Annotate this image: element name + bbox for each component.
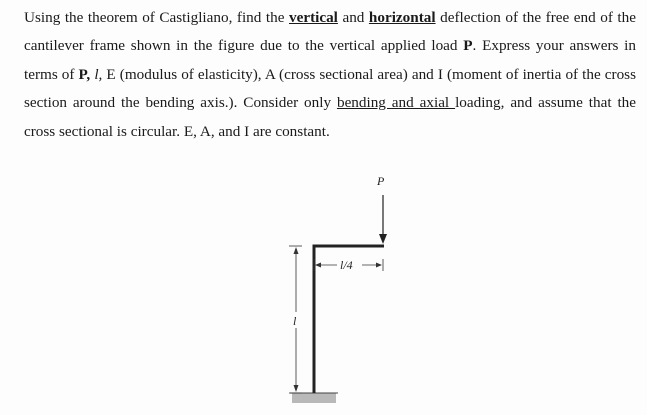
vertical-keyword: vertical xyxy=(289,9,338,26)
load-symbol: P, xyxy=(78,65,91,83)
problem-text: deflection of the free end of the cantilever frame shown in the figure due to the vertical applied load xyxy=(24,9,636,55)
dim-arrow-right xyxy=(376,263,382,268)
vdim-arrow-top xyxy=(294,247,299,254)
problem-text: loading, and assume that the cross sectional is circular. E, A, and I are constant. xyxy=(24,94,636,140)
problem-text: E (modulus of elasticity), A (cross sectional area) and I (moment of inertia of the cross section around the bending axis.). Consider only xyxy=(24,65,637,112)
problem-text: and xyxy=(337,9,369,26)
length-symbol: l, xyxy=(94,65,103,83)
dim-arrow-left xyxy=(315,263,321,268)
horizontal-dim-label: l/4 xyxy=(340,258,353,272)
load-symbol: P xyxy=(463,37,473,55)
horizontal-keyword: horizontal xyxy=(368,9,436,26)
load-label: P xyxy=(377,174,385,188)
problem-text: Using the theorem of Castigliano, find the xyxy=(24,9,289,26)
vdim-arrow-bottom xyxy=(294,385,299,392)
ground-support xyxy=(292,393,336,403)
problem-text: . Express your answers in terms of xyxy=(24,37,636,83)
load-arrowhead xyxy=(379,234,387,244)
vertical-dim-label: l xyxy=(293,314,297,328)
bending-axial-keyword: bending and axial xyxy=(336,94,456,112)
